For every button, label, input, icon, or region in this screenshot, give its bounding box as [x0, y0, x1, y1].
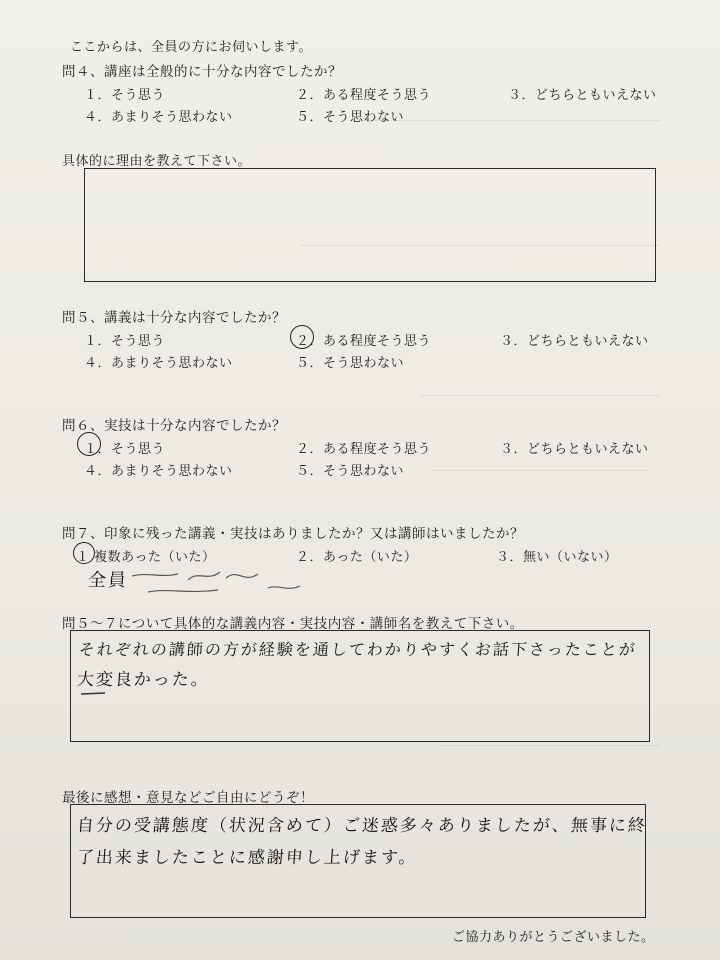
- q4-title: 問４、講座は全般的に十分な内容でしたか？: [62, 64, 342, 80]
- q5-selection-circle: [290, 325, 314, 349]
- q5-option-4[interactable]: ４．あまりそう思わない: [84, 356, 233, 371]
- q4-option-2[interactable]: ２．ある程度そう思う: [296, 88, 432, 103]
- scribble-mark: [128, 562, 308, 598]
- q7-handwritten-note: 全員: [87, 570, 129, 591]
- q5-option-5[interactable]: ５．そう思わない: [296, 356, 405, 371]
- final-answer-box[interactable]: [70, 804, 646, 918]
- q6-option-3[interactable]: ３．どちらともいえない: [500, 442, 649, 457]
- q4-option-1[interactable]: １．そう思う: [84, 88, 166, 103]
- q6-selection-circle: [77, 432, 101, 456]
- q5-option-1[interactable]: １．そう思う: [84, 334, 166, 349]
- reason-label: 具体的に理由を教えて下さい。: [62, 154, 252, 169]
- reason-answer-box[interactable]: [84, 168, 656, 282]
- q7-option-1[interactable]: １ 複数あった（いた）: [76, 550, 216, 565]
- q7-title: 問７、印象に残った講義・実技はありましたか？又は講師はいましたか？: [62, 526, 524, 542]
- q6-option-2[interactable]: ２．ある程度そう思う: [296, 442, 432, 457]
- thanks-text: ご協力ありがとうございました。: [452, 930, 655, 945]
- underline-mark: [79, 689, 109, 699]
- detail-answer-line-2: 大変良かった。: [76, 670, 211, 690]
- q7-option-2[interactable]: ２．あった（いた）: [296, 550, 418, 565]
- q4-option-3[interactable]: ３．どちらともいえない: [508, 88, 657, 103]
- q6-option-1[interactable]: １．そう思う: [84, 442, 166, 457]
- detail-answer-box[interactable]: [70, 630, 650, 742]
- q4-option-4[interactable]: ４．あまりそう思わない: [84, 110, 233, 125]
- q5-option-2[interactable]: ２．ある程度そう思う: [296, 334, 432, 349]
- final-answer-line-1: 自分の受講態度（状況含めて）ご迷惑多々ありましたが、無事に終: [76, 816, 648, 836]
- detail-label: 問５〜７について具体的な講義内容・実技内容・講師名を教えて下さい。: [62, 616, 524, 632]
- q6-option-5[interactable]: ５．そう思わない: [296, 464, 405, 479]
- q5-option-3[interactable]: ３．どちらともいえない: [500, 334, 649, 349]
- detail-answer-line-1: それぞれの講師の方が経験を通してわかりやすくお話下さったことが: [78, 640, 638, 659]
- q6-title: 問６、実技は十分な内容でしたか？: [62, 418, 286, 434]
- intro-text: ここからは、全員の方にお伺いします。: [70, 40, 312, 55]
- q7-option-3[interactable]: ３．無い（いない）: [496, 550, 618, 565]
- final-label: 最後に感想・意見などご自由にどうぞ！: [62, 790, 314, 806]
- q4-option-5[interactable]: ５．そう思わない: [296, 110, 405, 125]
- q7-selection-circle: [73, 542, 95, 564]
- final-answer-line-2: 了出来ましたことに感謝申し上げます。: [76, 848, 419, 868]
- q5-title: 問５、講義は十分な内容でしたか？: [62, 310, 286, 326]
- q6-option-4[interactable]: ４．あまりそう思わない: [84, 464, 233, 479]
